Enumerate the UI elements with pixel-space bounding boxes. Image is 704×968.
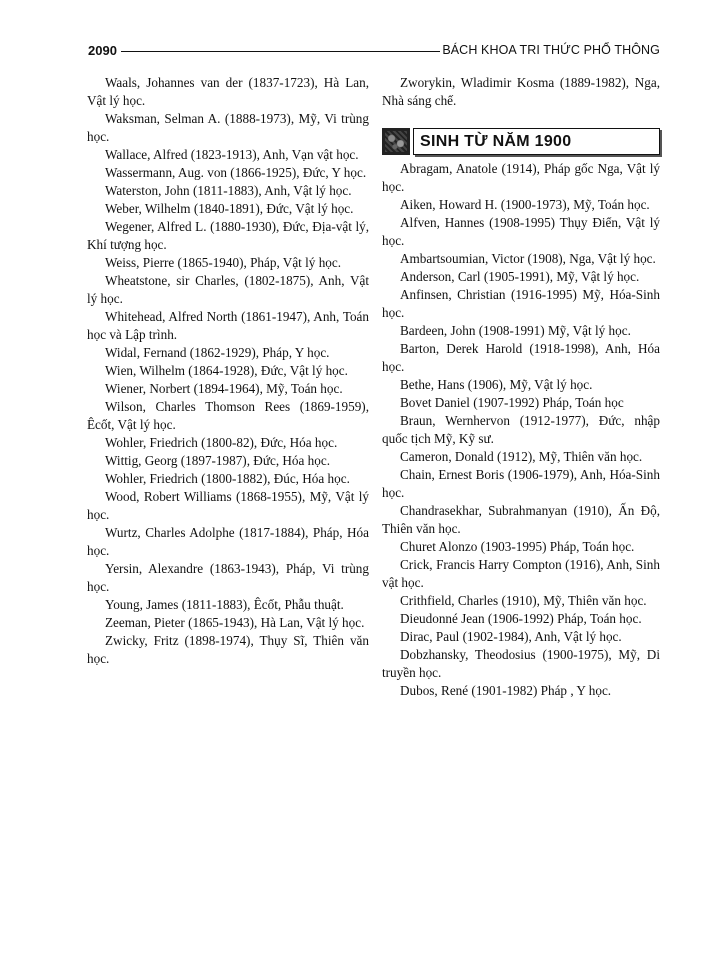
right-column	[382, 74, 660, 700]
list-item: Weiss, Pierre (1865-1940), Pháp, Vật lý học.	[105, 255, 342, 270]
list-item: Wiener, Norbert (1894-1964), Mỹ, Toán học.	[105, 381, 343, 396]
list-item: Crick, Francis Harry Compton (1916), Anh, Sinh vật học.	[382, 557, 660, 590]
section-ornament-icon	[382, 128, 410, 155]
list-item: Dubos, René (1901-1982) Pháp , Y học.	[400, 683, 612, 698]
list-item: Wheatstone, sir Charles, (1802-1875), Anh, Vật lý học.	[87, 273, 369, 306]
running-title: BÁCH KHOA TRI THỨC PHỔ THÔNG	[442, 43, 660, 57]
list-item: Dieudonné Jean (1906-1992) Pháp, Toán học.	[400, 611, 642, 626]
section-heading	[382, 128, 660, 155]
list-item: Wood, Robert Williams (1868-1955), Mỹ, Vật lý học.	[87, 489, 369, 522]
list-item: Zwicky, Fritz (1898-1974), Thụy Sĩ, Thiên văn học.	[87, 633, 369, 666]
list-item: Waals, Johannes van der (1837-1723), Hà Lan, Vật lý học.	[87, 75, 369, 108]
left-column	[87, 74, 369, 668]
list-item: Barton, Derek Harold (1918-1998), Anh, Hóa học.	[382, 341, 660, 374]
running-header	[88, 38, 660, 62]
list-item: Dirac, Paul (1902-1984), Anh, Vật lý học.	[400, 629, 622, 644]
list-item: Churet Alonzo (1903-1995) Pháp, Toán học.	[400, 539, 635, 554]
list-item: Braun, Wernhervon (1912-1977), Đức, nhập quốc tịch Mỹ, Kỹ sư.	[382, 413, 660, 446]
list-item: Anfinsen, Christian (1916-1995) Mỹ, Hóa-Sinh học.	[382, 287, 660, 320]
list-item: Wohler, Friedrich (1800-82), Đức, Hóa học.	[105, 435, 338, 450]
list-item: Dobzhansky, Theodosius (1900-1975), Mỹ, Di truyền học.	[382, 647, 660, 680]
list-item: Wohler, Friedrich (1800-1882), Đúc, Hóa học.	[105, 471, 350, 486]
header-rule	[121, 51, 440, 52]
list-item: Chain, Ernest Boris (1906-1979), Anh, Hóa-Sinh học.	[382, 467, 660, 500]
list-item: Alfven, Hannes (1908-1995) Thụy Điển, Vật lý học.	[382, 215, 660, 248]
list-item: Anderson, Carl (1905-1991), Mỹ, Vật lý học.	[400, 269, 640, 284]
list-item: Chandrasekhar, Subrahmanyan (1910), Ấn Độ, Thiên văn học.	[382, 503, 660, 536]
list-item: Crithfield, Charles (1910), Mỹ, Thiên văn học.	[400, 593, 647, 608]
list-item: Ambartsoumian, Victor (1908), Nga, Vật lý học.	[400, 251, 656, 266]
list-item: Zworykin, Wladimir Kosma (1889-1982), Nga, Nhà sáng chế.	[382, 75, 660, 108]
list-item: Wassermann, Aug. von (1866-1925), Đức, Y học.	[105, 165, 367, 180]
list-item: Whitehead, Alfred North (1861-1947), Anh, Toán học và Lập trình.	[87, 309, 369, 342]
list-item: Bethe, Hans (1906), Mỹ, Vật lý học.	[400, 377, 593, 392]
list-item: Waksman, Selman A. (1888-1973), Mỹ, Vi trùng học.	[87, 111, 369, 144]
section-title: SINH TỪ NĂM 1900	[413, 128, 660, 155]
list-item: Wegener, Alfred L. (1880-1930), Đức, Địa-vật lý, Khí tượng học.	[87, 219, 369, 252]
list-item: Widal, Fernand (1862-1929), Pháp, Y học.	[105, 345, 330, 360]
list-item: Bovet Daniel (1907-1992) Pháp, Toán học	[400, 395, 624, 410]
list-item: Wilson, Charles Thomson Rees (1869-1959), Êcốt, Vật lý học.	[87, 399, 369, 432]
list-item: Zeeman, Pieter (1865-1943), Hà Lan, Vật lý học.	[105, 615, 365, 630]
list-item: Bardeen, John (1908-1991) Mỹ, Vật lý học.	[400, 323, 631, 338]
list-item: Waterston, John (1811-1883), Anh, Vật lý học.	[105, 183, 352, 198]
list-item: Young, James (1811-1883), Êcốt, Phẫu thuật.	[105, 597, 344, 612]
list-item: Cameron, Donald (1912), Mỹ, Thiên văn học.	[400, 449, 643, 464]
list-item: Wallace, Alfred (1823-1913), Anh, Vạn vật học.	[105, 147, 359, 162]
list-item: Weber, Wilhelm (1840-1891), Đức, Vật lý học.	[105, 201, 354, 216]
list-item: Wien, Wilhelm (1864-1928), Đức, Vật lý học.	[105, 363, 348, 378]
list-item: Aiken, Howard H. (1900-1973), Mỹ, Toán học.	[400, 197, 650, 212]
list-item: Yersin, Alexandre (1863-1943), Pháp, Vi trùng học.	[87, 561, 369, 594]
list-item: Wurtz, Charles Adolphe (1817-1884), Pháp, Hóa học.	[87, 525, 369, 558]
list-item: Abragam, Anatole (1914), Pháp gốc Nga, Vật lý học.	[382, 161, 660, 194]
page-number: 2090	[88, 42, 117, 58]
list-item: Wittig, Georg (1897-1987), Đức, Hóa học.	[105, 453, 331, 468]
